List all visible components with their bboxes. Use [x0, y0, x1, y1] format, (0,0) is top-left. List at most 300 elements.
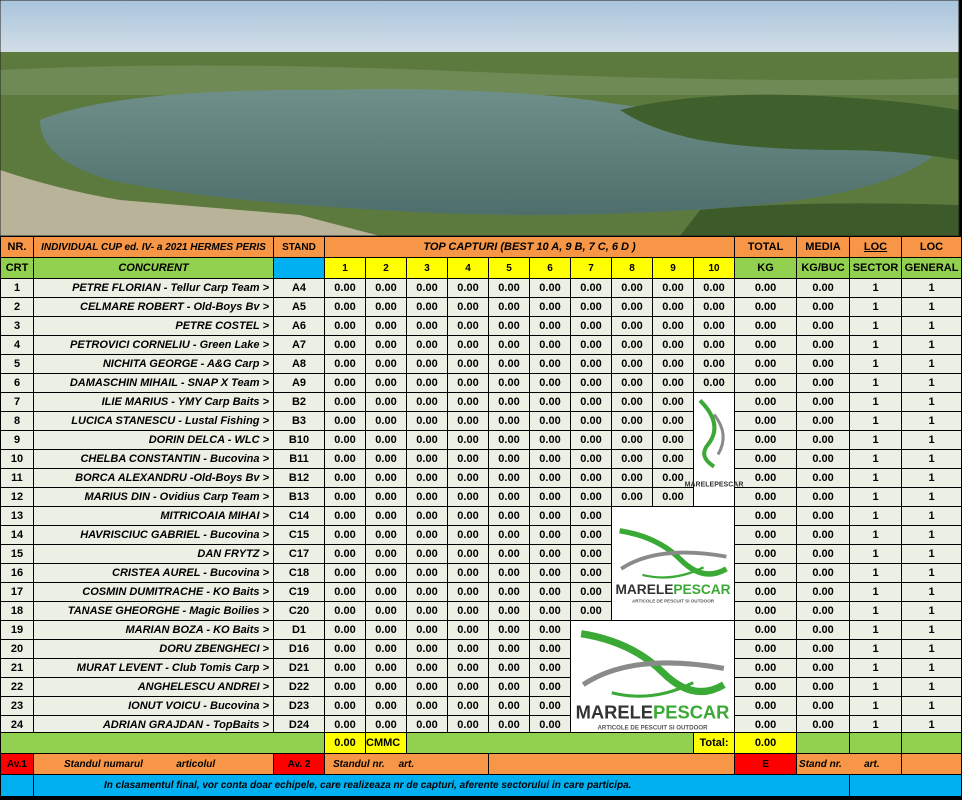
capture-cell: 0.00	[407, 640, 448, 659]
legend-av2: Av. 2	[274, 754, 325, 775]
header-sector: SECTOR	[850, 258, 902, 279]
stand-cell: C15	[274, 526, 325, 545]
loc-general: 1	[902, 583, 962, 602]
loc-sector: 1	[850, 317, 902, 336]
header-general: GENERAL	[902, 258, 962, 279]
loc-general: 1	[902, 697, 962, 716]
capture-cell: 0.00	[325, 602, 366, 621]
row-number: 5	[1, 355, 34, 374]
capture-cell: 0.00	[612, 317, 653, 336]
competitor-name: NICHITA GEORGE - A&G Carp >	[34, 355, 274, 374]
legend-mid	[489, 754, 735, 775]
capture-cell: 0.00	[489, 583, 530, 602]
legend-av1: Av.1	[1, 754, 34, 775]
media-kg-buc: 0.00	[797, 659, 850, 678]
stand-cell: D22	[274, 678, 325, 697]
capture-cell: 0.00	[407, 583, 448, 602]
loc-general: 1	[902, 279, 962, 298]
capture-cell: 0.00	[489, 393, 530, 412]
competitor-name: CELMARE ROBERT - Old-Boys Bv >	[34, 298, 274, 317]
total-kg: 0.00	[735, 298, 797, 317]
header-col-2: 2	[366, 258, 407, 279]
capture-cell: 0.00	[612, 431, 653, 450]
media-kg-buc: 0.00	[797, 298, 850, 317]
loc-general: 1	[902, 564, 962, 583]
capture-cell: 0.00	[325, 355, 366, 374]
row-number: 16	[1, 564, 34, 583]
capture-cell: 0.00	[489, 431, 530, 450]
results-table	[0, 236, 962, 735]
total-kg: 0.00	[735, 374, 797, 393]
capture-cell: 0.00	[448, 716, 489, 735]
capture-cell: 0.00	[325, 450, 366, 469]
stand-cell: A8	[274, 355, 325, 374]
media-kg-buc: 0.00	[797, 374, 850, 393]
table-row	[1, 317, 962, 336]
capture-cell: 0.00	[653, 355, 694, 374]
loc-sector: 1	[850, 716, 902, 735]
capture-cell: 0.00	[407, 621, 448, 640]
capture-cell: 0.00	[448, 583, 489, 602]
totals-total-label: Total:	[694, 733, 735, 754]
loc-sector: 1	[850, 640, 902, 659]
marele-pescar-logo	[684, 393, 744, 506]
header-kg: KG	[735, 258, 797, 279]
row-number: 13	[1, 507, 34, 526]
capture-cell: 0.00	[366, 431, 407, 450]
capture-cell: 0.00	[366, 298, 407, 317]
legend-stand-nr: Standul nr. art.	[325, 754, 489, 775]
loc-sector: 1	[850, 659, 902, 678]
capture-cell: 0.00	[489, 488, 530, 507]
capture-cell: 0.00	[530, 298, 571, 317]
totals-mid	[407, 733, 694, 754]
total-kg: 0.00	[735, 355, 797, 374]
stand-cell: A7	[274, 336, 325, 355]
capture-cell: 0.00	[448, 355, 489, 374]
row-number: 22	[1, 678, 34, 697]
media-kg-buc: 0.00	[797, 507, 850, 526]
loc-general: 1	[902, 355, 962, 374]
capture-cell: 0.00	[489, 697, 530, 716]
capture-cell: 0.00	[530, 564, 571, 583]
total-kg: 0.00	[735, 431, 797, 450]
loc-sector: 1	[850, 545, 902, 564]
capture-cell: 0.00	[325, 716, 366, 735]
loc-general: 1	[902, 640, 962, 659]
capture-cell: 0.00	[653, 336, 694, 355]
media-kg-buc: 0.00	[797, 355, 850, 374]
capture-cell: 0.00	[489, 298, 530, 317]
capture-cell: 0.00	[530, 450, 571, 469]
table-row	[1, 412, 962, 431]
legend-e: E	[735, 754, 797, 775]
total-kg: 0.00	[735, 336, 797, 355]
capture-cell: 0.00	[612, 488, 653, 507]
media-kg-buc: 0.00	[797, 317, 850, 336]
logo-block	[612, 507, 735, 621]
table-row	[1, 393, 962, 412]
stand-cell: B2	[274, 393, 325, 412]
capture-cell: 0.00	[325, 393, 366, 412]
capture-cell: 0.00	[530, 431, 571, 450]
capture-cell: 0.00	[612, 298, 653, 317]
capture-cell: 0.00	[325, 526, 366, 545]
legend-stand-label: Standul numarul	[64, 758, 143, 770]
capture-cell: 0.00	[366, 317, 407, 336]
row-number: 8	[1, 412, 34, 431]
bottom-table	[0, 732, 962, 797]
media-kg-buc: 0.00	[797, 488, 850, 507]
capture-cell: 0.00	[366, 545, 407, 564]
capture-cell: 0.00	[407, 488, 448, 507]
header-media: MEDIA	[797, 237, 850, 258]
capture-cell: 0.00	[407, 602, 448, 621]
totals-value: 0.00	[325, 733, 366, 754]
totals-blank-2	[797, 733, 850, 754]
competitor-name: PETROVICI CORNELIU - Green Lake >	[34, 336, 274, 355]
competitor-name: CHELBA CONSTANTIN - Bucovina >	[34, 450, 274, 469]
capture-cell: 0.00	[653, 412, 694, 431]
capture-cell: 0.00	[448, 659, 489, 678]
capture-cell: 0.00	[366, 697, 407, 716]
capture-cell: 0.00	[448, 450, 489, 469]
loc-general: 1	[902, 507, 962, 526]
capture-cell: 0.00	[694, 317, 735, 336]
media-kg-buc: 0.00	[797, 336, 850, 355]
loc-sector: 1	[850, 393, 902, 412]
capture-cell: 0.00	[325, 507, 366, 526]
capture-cell: 0.00	[366, 564, 407, 583]
capture-cell: 0.00	[366, 393, 407, 412]
total-kg: 0.00	[735, 640, 797, 659]
capture-cell: 0.00	[448, 298, 489, 317]
row-number: 24	[1, 716, 34, 735]
table-row	[1, 279, 962, 298]
capture-cell: 0.00	[366, 469, 407, 488]
capture-cell: 0.00	[612, 469, 653, 488]
capture-cell: 0.00	[530, 678, 571, 697]
capture-cell: 0.00	[489, 659, 530, 678]
media-kg-buc: 0.00	[797, 279, 850, 298]
capture-cell: 0.00	[571, 469, 612, 488]
capture-cell: 0.00	[407, 545, 448, 564]
total-kg: 0.00	[735, 507, 797, 526]
table-row	[1, 526, 962, 545]
capture-cell: 0.00	[612, 374, 653, 393]
table-row	[1, 336, 962, 355]
stand-cell: D16	[274, 640, 325, 659]
capture-cell: 0.00	[448, 279, 489, 298]
row-number: 21	[1, 659, 34, 678]
capture-cell: 0.00	[407, 336, 448, 355]
capture-cell: 0.00	[366, 602, 407, 621]
capture-cell: 0.00	[448, 507, 489, 526]
total-kg: 0.00	[735, 317, 797, 336]
stand-cell: B3	[274, 412, 325, 431]
loc-sector: 1	[850, 298, 902, 317]
competitor-name: CRISTEA AUREL - Bucovina >	[34, 564, 274, 583]
capture-cell: 0.00	[530, 602, 571, 621]
capture-cell: 0.00	[571, 412, 612, 431]
capture-cell: 0.00	[530, 317, 571, 336]
capture-cell: 0.00	[325, 412, 366, 431]
loc-general: 1	[902, 374, 962, 393]
svg-text:MARELEPESCAR: MARELEPESCAR	[684, 481, 744, 489]
svg-text:ARTICOLE DE PESCUIT SI OUTDOOR: ARTICOLE DE PESCUIT SI OUTDOOR	[631, 598, 715, 604]
header-col-1: 1	[325, 258, 366, 279]
loc-sector: 1	[850, 678, 902, 697]
loc-sector: 1	[850, 450, 902, 469]
capture-cell: 0.00	[489, 412, 530, 431]
stand-cell: B10	[274, 431, 325, 450]
media-kg-buc: 0.00	[797, 602, 850, 621]
capture-cell: 0.00	[489, 716, 530, 735]
capture-cell: 0.00	[612, 412, 653, 431]
header-stand: STAND	[274, 237, 325, 258]
total-kg: 0.00	[735, 469, 797, 488]
table-row	[1, 298, 962, 317]
capture-cell: 0.00	[366, 640, 407, 659]
svg-text:MARELEPESCAR: MARELEPESCAR	[615, 582, 731, 598]
table-row	[1, 659, 962, 678]
row-number: 11	[1, 469, 34, 488]
capture-cell: 0.00	[571, 545, 612, 564]
capture-cell: 0.00	[366, 716, 407, 735]
capture-cell: 0.00	[407, 564, 448, 583]
row-number: 14	[1, 526, 34, 545]
capture-cell: 0.00	[571, 298, 612, 317]
capture-cell: 0.00	[489, 374, 530, 393]
capture-cell: 0.00	[571, 431, 612, 450]
marele-pescar-logo	[612, 507, 734, 620]
loc-general: 1	[902, 545, 962, 564]
capture-cell: 0.00	[448, 469, 489, 488]
stand-cell: D21	[274, 659, 325, 678]
media-kg-buc: 0.00	[797, 640, 850, 659]
capture-cell: 0.00	[407, 374, 448, 393]
capture-cell: 0.00	[653, 374, 694, 393]
loc-sector: 1	[850, 697, 902, 716]
capture-cell: 0.00	[571, 564, 612, 583]
row-number: 18	[1, 602, 34, 621]
capture-cell: 0.00	[530, 545, 571, 564]
stand-cell: A5	[274, 298, 325, 317]
loc-sector: 1	[850, 355, 902, 374]
loc-sector: 1	[850, 526, 902, 545]
capture-cell: 0.00	[653, 279, 694, 298]
stand-cell: C20	[274, 602, 325, 621]
competitor-name: ADRIAN GRAJDAN - TopBaits >	[34, 716, 274, 735]
loc-sector: 1	[850, 564, 902, 583]
loc-sector: 1	[850, 336, 902, 355]
capture-cell: 0.00	[366, 450, 407, 469]
capture-cell: 0.00	[366, 621, 407, 640]
capture-cell: 0.00	[694, 336, 735, 355]
competitor-name: MARIAN BOZA - KO Baits >	[34, 621, 274, 640]
capture-cell: 0.00	[694, 374, 735, 393]
capture-cell: 0.00	[489, 317, 530, 336]
loc-general: 1	[902, 488, 962, 507]
capture-cell: 0.00	[694, 298, 735, 317]
header-col-9: 9	[653, 258, 694, 279]
loc-general: 1	[902, 621, 962, 640]
totals-blank-3	[850, 733, 902, 754]
header-col-4: 4	[448, 258, 489, 279]
table-row	[1, 355, 962, 374]
capture-cell: 0.00	[571, 583, 612, 602]
capture-cell: 0.00	[571, 526, 612, 545]
row-number: 2	[1, 298, 34, 317]
header-col-7: 7	[571, 258, 612, 279]
loc-sector: 1	[850, 431, 902, 450]
media-kg-buc: 0.00	[797, 545, 850, 564]
competitor-name: LUCICA STANESCU - Lustal Fishing >	[34, 412, 274, 431]
stand-cell: D1	[274, 621, 325, 640]
capture-cell: 0.00	[366, 583, 407, 602]
total-kg: 0.00	[735, 678, 797, 697]
capture-cell: 0.00	[325, 621, 366, 640]
capture-cell: 0.00	[407, 507, 448, 526]
competitor-name: MURAT LEVENT - Club Tomis Carp >	[34, 659, 274, 678]
loc-general: 1	[902, 526, 962, 545]
capture-cell: 0.00	[448, 336, 489, 355]
capture-cell: 0.00	[325, 431, 366, 450]
stand-cell: D23	[274, 697, 325, 716]
capture-cell: 0.00	[571, 450, 612, 469]
note-left	[1, 775, 34, 797]
capture-cell: 0.00	[325, 583, 366, 602]
table-row	[1, 678, 962, 697]
loc-general: 1	[902, 450, 962, 469]
header-nr: NR.	[1, 237, 34, 258]
loc-general: 1	[902, 716, 962, 735]
capture-cell: 0.00	[653, 393, 694, 412]
table-row	[1, 583, 962, 602]
capture-cell: 0.00	[489, 469, 530, 488]
total-kg: 0.00	[735, 450, 797, 469]
capture-cell: 0.00	[325, 374, 366, 393]
capture-cell: 0.00	[448, 488, 489, 507]
capture-cell: 0.00	[612, 279, 653, 298]
capture-cell: 0.00	[653, 450, 694, 469]
capture-cell: 0.00	[489, 678, 530, 697]
total-kg: 0.00	[735, 716, 797, 735]
loc-general: 1	[902, 678, 962, 697]
loc-general: 1	[902, 317, 962, 336]
total-kg: 0.00	[735, 602, 797, 621]
capture-cell: 0.00	[530, 355, 571, 374]
table-row	[1, 450, 962, 469]
capture-cell: 0.00	[694, 279, 735, 298]
capture-cell: 0.00	[325, 279, 366, 298]
legend-end	[902, 754, 962, 775]
capture-cell: 0.00	[571, 374, 612, 393]
stand-cell: C17	[274, 545, 325, 564]
media-kg-buc: 0.00	[797, 716, 850, 735]
capture-cell: 0.00	[653, 298, 694, 317]
capture-cell: 0.00	[530, 697, 571, 716]
capture-cell: 0.00	[489, 336, 530, 355]
row-number: 19	[1, 621, 34, 640]
logo-block	[684, 393, 744, 507]
capture-cell: 0.00	[366, 279, 407, 298]
capture-cell: 0.00	[325, 469, 366, 488]
capture-cell: 0.00	[530, 659, 571, 678]
capture-cell: 0.00	[530, 279, 571, 298]
table-row	[1, 488, 962, 507]
capture-cell: 0.00	[407, 412, 448, 431]
competitor-name: IONUT VOICU - Bucovina >	[34, 697, 274, 716]
capture-cell: 0.00	[448, 431, 489, 450]
loc-sector: 1	[850, 583, 902, 602]
svg-text:MARELEPESCAR: MARELEPESCAR	[575, 701, 730, 723]
capture-cell: 0.00	[530, 640, 571, 659]
capture-cell: 0.00	[325, 678, 366, 697]
media-kg-buc: 0.00	[797, 678, 850, 697]
total-kg: 0.00	[735, 659, 797, 678]
competitor-name: ILIE MARIUS - YMY Carp Baits >	[34, 393, 274, 412]
capture-cell: 0.00	[448, 526, 489, 545]
capture-cell: 0.00	[530, 526, 571, 545]
table-row	[1, 545, 962, 564]
capture-cell: 0.00	[448, 317, 489, 336]
loc-sector: 1	[850, 412, 902, 431]
media-kg-buc: 0.00	[797, 393, 850, 412]
competitor-name: DORIN DELCA - WLC >	[34, 431, 274, 450]
totals-total-value: 0.00	[735, 733, 797, 754]
capture-cell: 0.00	[366, 336, 407, 355]
competitor-name: PETRE FLORIAN - Tellur Carp Team >	[34, 279, 274, 298]
capture-cell: 0.00	[407, 659, 448, 678]
loc-general: 1	[902, 431, 962, 450]
row-number: 23	[1, 697, 34, 716]
lake-aerial-photo	[0, 0, 959, 236]
stand-cell: B11	[274, 450, 325, 469]
capture-cell: 0.00	[530, 621, 571, 640]
capture-cell: 0.00	[571, 279, 612, 298]
competitor-name: BORCA ALEXANDRU -Old-Boys Bv >	[34, 469, 274, 488]
capture-cell: 0.00	[407, 393, 448, 412]
header-total: TOTAL	[735, 237, 797, 258]
header-crt: CRT	[1, 258, 34, 279]
capture-cell: 0.00	[325, 317, 366, 336]
total-kg: 0.00	[735, 526, 797, 545]
media-kg-buc: 0.00	[797, 564, 850, 583]
media-kg-buc: 0.00	[797, 469, 850, 488]
loc-sector: 1	[850, 602, 902, 621]
row-number: 20	[1, 640, 34, 659]
capture-cell: 0.00	[653, 317, 694, 336]
capture-cell: 0.00	[325, 488, 366, 507]
loc-sector: 1	[850, 469, 902, 488]
header-kgbuc: KG/BUC	[797, 258, 850, 279]
total-kg: 0.00	[735, 545, 797, 564]
competitor-name: COSMIN DUMITRACHE - KO Baits >	[34, 583, 274, 602]
capture-cell: 0.00	[530, 336, 571, 355]
header-stand-blank	[274, 258, 325, 279]
capture-cell: 0.00	[612, 336, 653, 355]
row-number: 4	[1, 336, 34, 355]
competitor-name: TANASE GHEORGHE - Magic Boilies >	[34, 602, 274, 621]
legend-stand-nr-2: Stand nr. art.	[797, 754, 902, 775]
loc-general: 1	[902, 393, 962, 412]
capture-cell: 0.00	[489, 279, 530, 298]
media-kg-buc: 0.00	[797, 526, 850, 545]
header-col-8: 8	[612, 258, 653, 279]
capture-cell: 0.00	[407, 279, 448, 298]
capture-cell: 0.00	[571, 355, 612, 374]
